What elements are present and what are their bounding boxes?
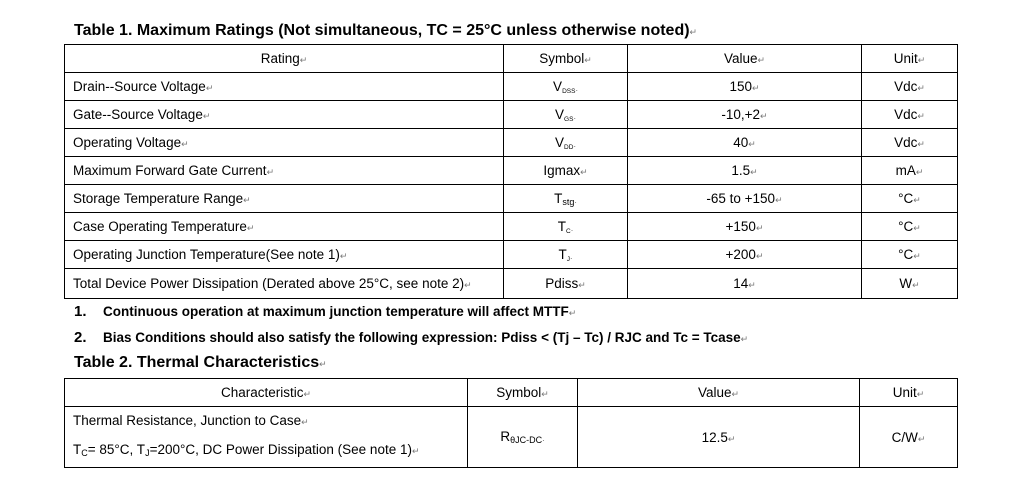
table-row bbox=[65, 101, 958, 129]
col-header-value: Value↵ bbox=[628, 45, 862, 73]
table-row bbox=[65, 213, 958, 241]
symbol-cell: VDD. bbox=[504, 129, 628, 157]
col-header-symbol: Symbol↵ bbox=[504, 45, 628, 73]
symbol-cell: Pdiss↵ bbox=[504, 269, 628, 299]
table2-header-row bbox=[65, 379, 958, 407]
unit-cell: °C↵ bbox=[862, 213, 958, 241]
characteristic-line-2: TC= 85°C, TJ=200°C, DC Power Dissipation (See note 1)↵ bbox=[73, 442, 420, 458]
unit-cell: Vdc↵ bbox=[862, 129, 958, 157]
table1-title: Table 1. Maximum Ratings (Not simultaneous, TC = 25°C unless otherwise noted)↵ bbox=[74, 22, 698, 39]
symbol-cell: Igmax↵ bbox=[504, 157, 628, 185]
value-cell: +200↵ bbox=[628, 241, 862, 269]
symbol-cell: Tstg. bbox=[504, 185, 628, 213]
rating-cell: Operating Junction Temperature(See note 1)↵ bbox=[65, 241, 504, 269]
table2-title: Table 2. Thermal Characteristics↵ bbox=[74, 354, 327, 371]
thermal-characteristics-table bbox=[64, 378, 958, 468]
symbol-cell: TC. bbox=[504, 213, 628, 241]
value-cell: -65 to +150↵ bbox=[628, 185, 862, 213]
col-header-rating: Rating↵ bbox=[65, 45, 504, 73]
rating-cell: Maximum Forward Gate Current↵ bbox=[65, 157, 504, 185]
unit-cell: Vdc↵ bbox=[862, 101, 958, 129]
rating-cell: Gate--Source Voltage↵ bbox=[65, 101, 504, 129]
rating-cell: Case Operating Temperature↵ bbox=[65, 213, 504, 241]
rating-cell: Drain--Source Voltage↵ bbox=[65, 73, 504, 101]
symbol-cell: RθJC-DC. bbox=[468, 407, 578, 468]
col-header-unit: Unit↵ bbox=[862, 45, 958, 73]
table-row bbox=[65, 241, 958, 269]
note-1: 1. Continuous operation at maximum junction temperature will affect MTTF↵ bbox=[74, 303, 577, 320]
value-cell: 150↵ bbox=[628, 73, 862, 101]
table-row bbox=[65, 157, 958, 185]
value-cell: -10,+2↵ bbox=[628, 101, 862, 129]
rating-cell: Storage Temperature Range↵ bbox=[65, 185, 504, 213]
table-row bbox=[65, 185, 958, 213]
rating-cell: Total Device Power Dissipation (Derated above 25°C, see note 2)↵ bbox=[65, 269, 504, 299]
symbol-cell: VGS. bbox=[504, 101, 628, 129]
unit-cell: W↵ bbox=[862, 269, 958, 299]
col-header-symbol: Symbol↵ bbox=[468, 379, 578, 407]
value-cell: 12.5↵ bbox=[578, 407, 860, 468]
value-cell: 14↵ bbox=[628, 269, 862, 299]
unit-cell: mA↵ bbox=[862, 157, 958, 185]
maximum-ratings-table bbox=[64, 44, 958, 299]
value-cell: 40↵ bbox=[628, 129, 862, 157]
col-header-value: Value↵ bbox=[578, 379, 860, 407]
table1-header-row bbox=[65, 45, 958, 73]
symbol-cell: VDSS. bbox=[504, 73, 628, 101]
rating-cell: Operating Voltage↵ bbox=[65, 129, 504, 157]
table-row bbox=[65, 407, 958, 468]
table-row bbox=[65, 129, 958, 157]
table-row bbox=[65, 269, 958, 299]
value-cell: +150↵ bbox=[628, 213, 862, 241]
table-row bbox=[65, 73, 958, 101]
characteristic-cell bbox=[65, 407, 468, 468]
unit-cell: Vdc↵ bbox=[862, 73, 958, 101]
unit-cell: °C↵ bbox=[862, 241, 958, 269]
col-header-unit: Unit↵ bbox=[860, 379, 958, 407]
characteristic-line-1: Thermal Resistance, Junction to Case↵ bbox=[73, 413, 309, 428]
unit-cell: C/W↵ bbox=[860, 407, 958, 468]
note-2: 2. Bias Conditions should also satisfy the following expression: Pdiss < (Tj – Tc) / RJC and Tc = Tcase↵ bbox=[74, 329, 749, 346]
col-header-characteristic: Characteristic↵ bbox=[65, 379, 468, 407]
unit-cell: °C↵ bbox=[862, 185, 958, 213]
symbol-cell: TJ. bbox=[504, 241, 628, 269]
value-cell: 1.5↵ bbox=[628, 157, 862, 185]
